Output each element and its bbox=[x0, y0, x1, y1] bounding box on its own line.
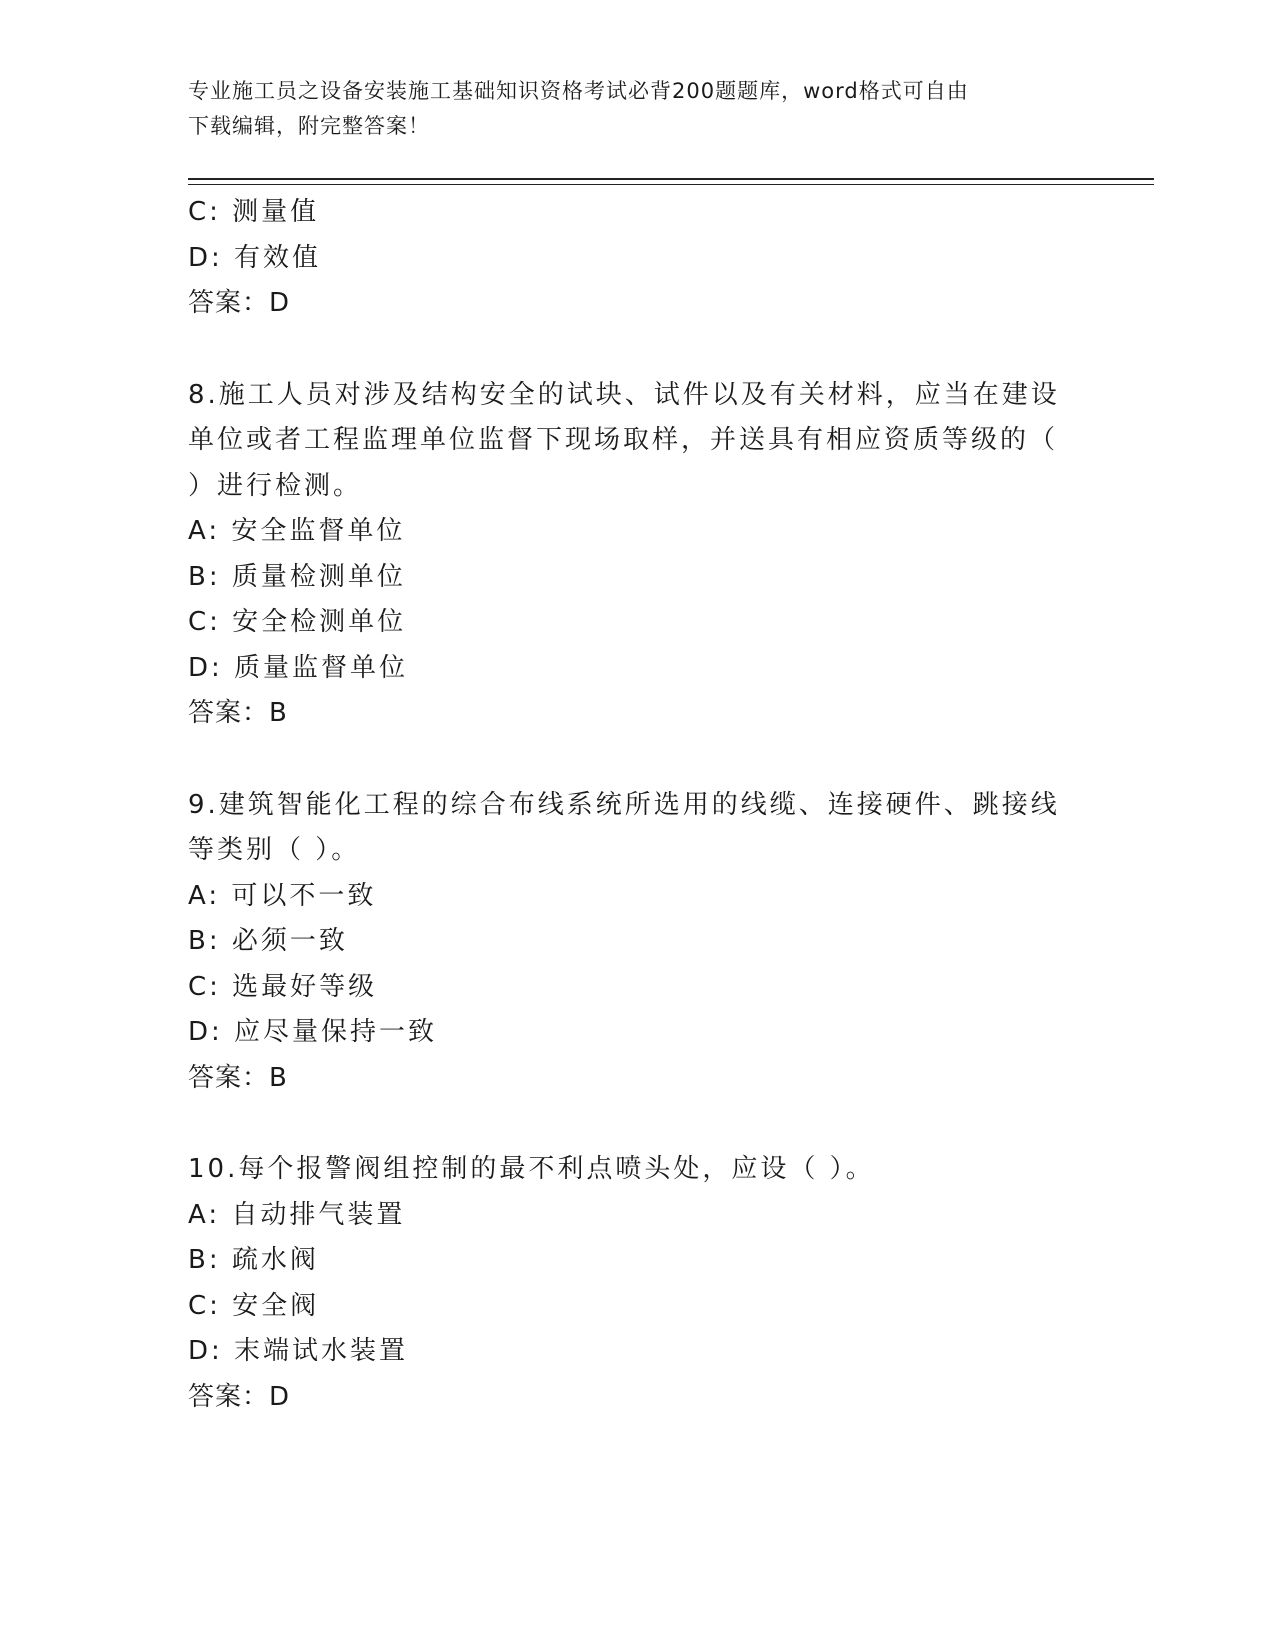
question-block-continued bbox=[188, 190, 1068, 327]
option-c: C: 测量值 bbox=[188, 197, 320, 227]
option-a: A: 可以不一致 bbox=[188, 880, 377, 911]
spacer bbox=[188, 327, 1068, 373]
option-a: A: 安全监督单位 bbox=[188, 516, 406, 546]
option-b: B: 疏水阀 bbox=[188, 1245, 319, 1275]
question-stem-line: ）进行检测。 bbox=[188, 470, 363, 501]
spacer bbox=[188, 737, 1068, 783]
document-header bbox=[188, 74, 1068, 144]
question-stem-line: 单位或者工程监理单位监督下现场取样，并送具有相应资质等级的（ bbox=[188, 425, 1059, 455]
option-b: B: 质量检测单位 bbox=[188, 561, 406, 592]
header-divider-thick bbox=[188, 178, 1154, 180]
option-c: C: 安全检测单位 bbox=[188, 607, 407, 637]
option-c: C: 选最好等级 bbox=[188, 971, 378, 1002]
option-a: A: 自动排气装置 bbox=[188, 1199, 406, 1230]
spacer bbox=[188, 1101, 1068, 1147]
question-block-10 bbox=[188, 1147, 1068, 1420]
answer-line: 答案：B bbox=[188, 698, 288, 728]
question-stem-line: 9.建筑智能化工程的综合布线系统所选用的线缆、连接硬件、跳接线 bbox=[188, 789, 1060, 820]
option-d: D: 质量监督单位 bbox=[188, 652, 409, 683]
answer-line: 答案：D bbox=[188, 1381, 291, 1412]
header-divider-thin bbox=[188, 184, 1154, 185]
answer-line: 答案：B bbox=[188, 1062, 288, 1093]
question-block-8 bbox=[188, 373, 1068, 737]
header-line-1: 专业施工员之设备安装施工基础知识资格考试必背200题题库，word格式可自由 bbox=[188, 79, 969, 103]
document-body bbox=[188, 190, 1068, 1420]
option-b: B: 必须一致 bbox=[188, 926, 348, 956]
question-stem-line: 8.施工人员对涉及结构安全的试块、试件以及有关材料，应当在建设 bbox=[188, 379, 1060, 410]
option-c: C: 安全阀 bbox=[188, 1290, 320, 1321]
question-block-9 bbox=[188, 783, 1068, 1102]
question-stem-line: 等类别（ ）。 bbox=[188, 835, 361, 865]
answer-line: 答案：D bbox=[188, 288, 291, 318]
question-stem-line: 10.每个报警阀组控制的最不利点喷头处，应设（ ）。 bbox=[188, 1154, 875, 1184]
option-d: D: 有效值 bbox=[188, 242, 322, 273]
option-d: D: 末端试水装置 bbox=[188, 1336, 409, 1366]
option-d: D: 应尽量保持一致 bbox=[188, 1017, 438, 1047]
header-line-2: 下载编辑，附完整答案！ bbox=[188, 114, 430, 138]
